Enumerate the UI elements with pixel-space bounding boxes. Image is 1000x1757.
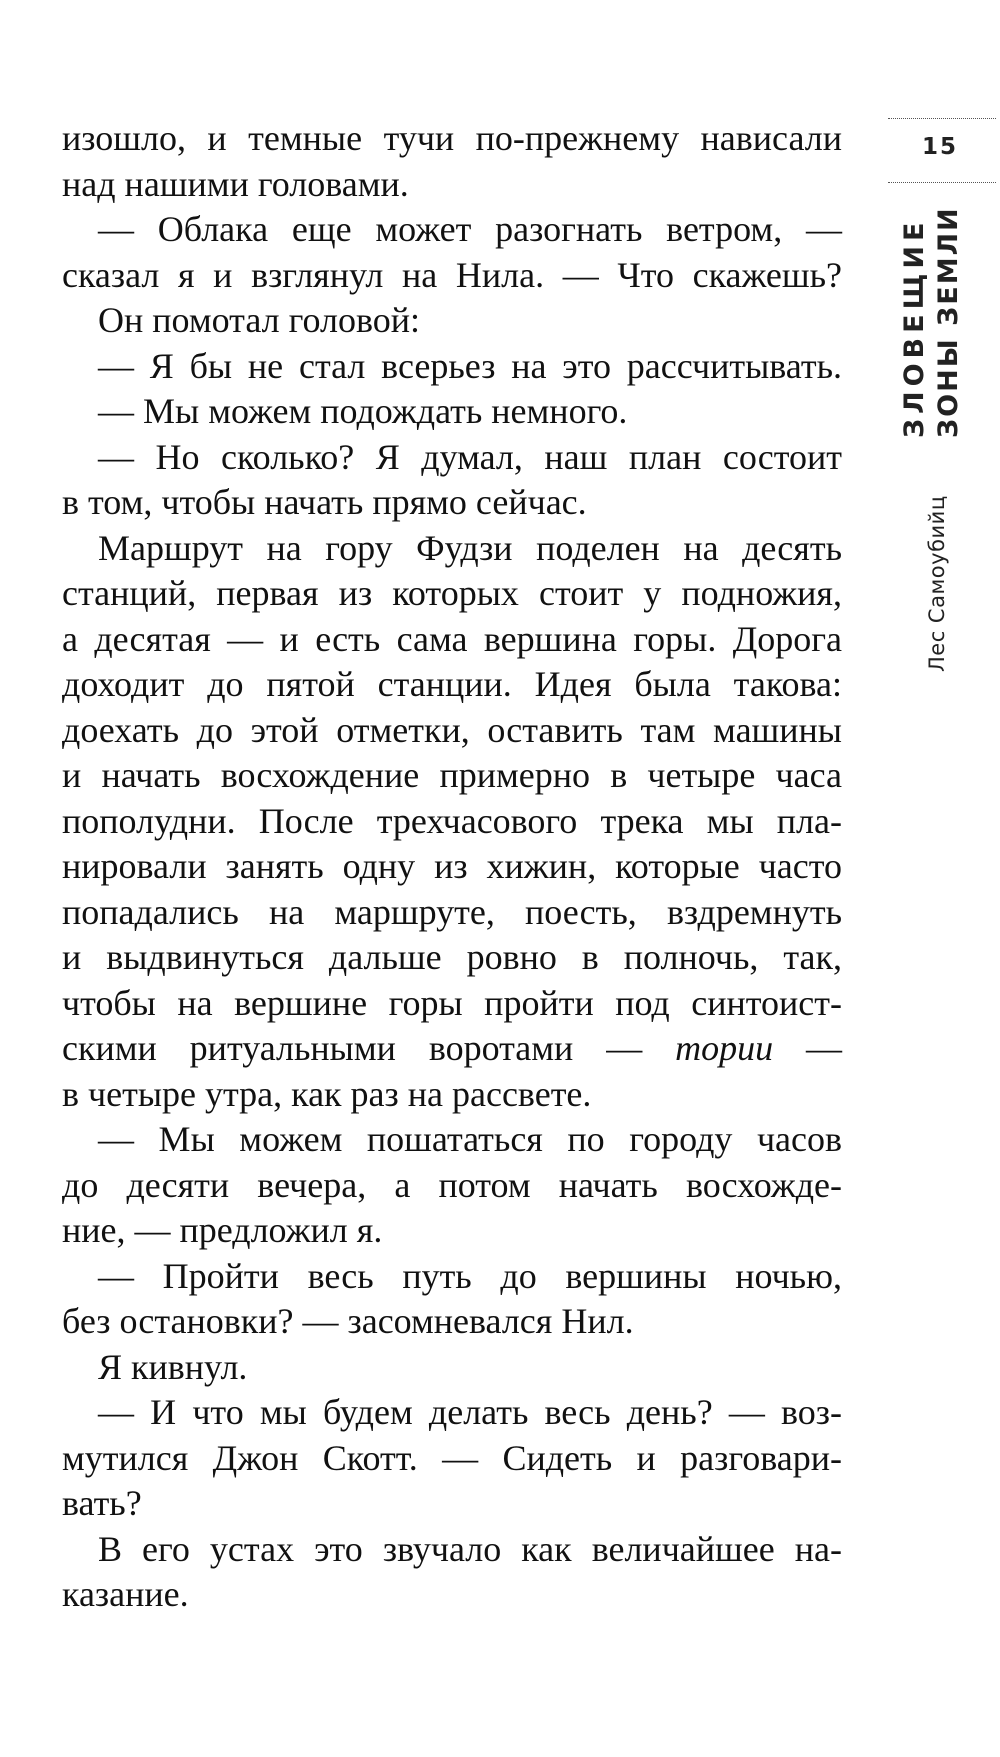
text-line: и выдвинуться дальше ровно в полночь, так, <box>62 937 842 977</box>
text-line: — Мы можем пошататься по городу часов <box>98 1119 842 1159</box>
author-name: Лес Самоубийц <box>925 495 949 672</box>
text-line: нировали занять одну из хижин, которые часто <box>62 846 842 886</box>
text-line: чтобы на вершине горы пройти под синтоист- <box>62 982 842 1023</box>
text-line: — Я бы не стал всерьез на это рассчитывать. <box>98 345 842 386</box>
body-text <box>62 116 842 1618</box>
text-line: Маршрут на гору Фудзи поделен на десять <box>98 527 842 568</box>
text-line: а десятая — и есть сама вершина горы. Дорога <box>62 618 842 659</box>
text-line: ние, — предложил я. <box>62 1210 383 1250</box>
text-line: — Но сколько? Я думал, наш план состоит <box>98 436 842 477</box>
text-line: — И что мы будем делать весь день? — воз- <box>98 1392 842 1432</box>
margin-rule-top <box>888 118 996 119</box>
text-line: изошло, и темные тучи по-прежнему нависали <box>62 118 842 158</box>
margin-rule-bottom <box>888 182 996 183</box>
series-title-line1: ЗЛОВЕЩИЕ <box>899 217 930 438</box>
text-line: попадались на маршруте, поесть, вздремнуть <box>62 891 842 932</box>
text-line: без остановки? — засомневался Нил. <box>62 1301 634 1341</box>
text-line: мутился Джон Скотт. — Сидеть и разговари- <box>62 1437 842 1478</box>
text-line-segment: — <box>773 1028 843 1068</box>
text-line: вать? <box>62 1483 142 1523</box>
text-line: в четыре утра, как раз на рассвете. <box>62 1073 592 1114</box>
text-line: сказал я и взглянул на Нила. — Что скажешь? <box>62 254 842 295</box>
page-number: 15 <box>921 134 958 160</box>
text-line: — Пройти весь путь до вершины ночью, <box>98 1255 842 1296</box>
italic-term: тории <box>675 1028 774 1068</box>
text-line: до десяти вечера, а потом начать восхожде- <box>62 1164 842 1205</box>
text-line: доходит до пятой станции. Идея была такова: <box>62 664 842 704</box>
text-line: над нашими головами. <box>62 163 409 204</box>
text-line-segment: скими ритуальными воротами — <box>62 1028 643 1068</box>
text-line: казание. <box>62 1574 189 1614</box>
text-line: Он помотал головой: <box>98 300 420 340</box>
text-line: пополудни. После трехчасового трека мы пла- <box>62 800 842 841</box>
text-line: В его устах это звучало как величайшее на- <box>98 1528 842 1569</box>
text-line: доехать до этой отметки, оставить там машины <box>62 709 842 750</box>
text-line: в том, чтобы начать прямо сейчас. <box>62 482 587 522</box>
text-line: — Облака еще может разогнать ветром, — <box>98 209 842 249</box>
text-line: станций, первая из которых стоит у подножия, <box>62 573 842 613</box>
text-line: и начать восхождение примерно в четыре часа <box>62 755 842 795</box>
text-line: — Мы можем подождать немного. <box>98 391 628 431</box>
text-line: Я кивнул. <box>98 1346 248 1387</box>
series-title-line2: ЗОНЫ ЗЕМЛИ <box>933 206 964 438</box>
text-line-with-italic <box>62 1026 842 1072</box>
